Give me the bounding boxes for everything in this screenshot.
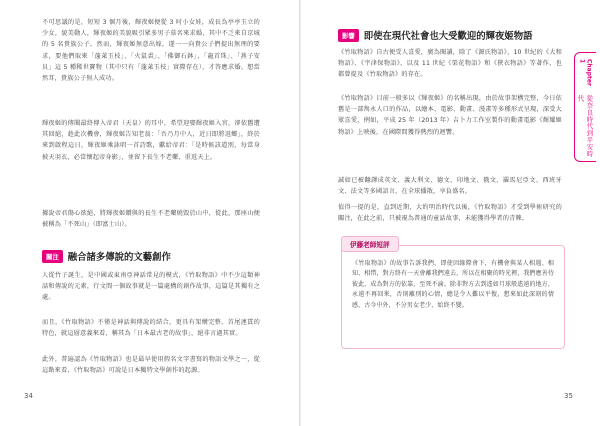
page-number: 34 bbox=[24, 392, 33, 400]
page-number: 35 bbox=[564, 392, 573, 400]
section-title: 融合諸多傳說的文藝創作 bbox=[67, 252, 171, 263]
paragraph: 不可思議的是，短短 3 個月後，輝夜姬便從 3 吋小女娃，成長為亭亭玉立的少女，貌美動人，輝夜姬的美貌吸引眾多男子慕名來求婚，其中不乏來自京城的 5 名貴族公子。然而，輝夜姬無意出嫁，遂一一向貴公子們提出無理的要求，要他們取來「蓬萊玉枝」、「火鼠裘」、「佛御石鉢」、「龍首珠」、「燕子安貝」這 5 種稀世寶物（其中只有「蓬萊玉枝」實際存在），才答應求婚。想當然耳，貴族公子無人成功。 bbox=[42, 19, 260, 83]
paragraph: 《竹取物語》自古便受人喜愛，廣為閱讀，除了《源氏物語》，10 世紀的《大和物語》、《宇津保物語》，以及 11 世紀《榮花物語》和《狹衣物語》等著作，也都曾提及《竹取物語》的存在。 bbox=[338, 49, 562, 79]
paragraph: 值得一提的是，直到近期，大約明治時代以後，《竹取物語》才受到學術研究的關注，在此之前，只被視為普通的童話故事，未能獲得學者的青睞。 bbox=[338, 204, 562, 223]
teacher-comment-label: 伊藤老師短評 bbox=[341, 236, 399, 252]
paragraph: 輝夜姬的傳聞最終傳入帝君（天皇）的耳中，希望迎娶輝夜姬入宮，卻依舊遭其回絕，趁此次機會，輝夜姬告知老翁：「吾乃月中人，近日即將返鄉」，終於來到啟程這日，輝夜姬乘詠唱一首詩歌，獻給帝君：「是時候該道別，每當身披天羽衣，必當懷起帝身影」，並留下長生不老藥，重返天上。 bbox=[42, 120, 260, 161]
section-tag: 影響 bbox=[338, 29, 359, 42]
section-heading bbox=[42, 249, 171, 263]
paragraph: 據說帝君傷心欲絕，將輝夜姬贈與的長生不老藥燒毀於山中，從此，那座山便被稱為「不死山」（即富士山）。 bbox=[42, 210, 260, 229]
chapter-label: Chapter 1 bbox=[578, 59, 593, 86]
chapter-side-tab bbox=[574, 52, 596, 162]
paragraph: 人從竹子誕生，是中國或東南亞神話常見的模式，《竹取物語》中不少這類神話和傳說的元素，行文間一個故事就是一篇處構的創作故事，這篇是其獨有之處。 bbox=[42, 272, 260, 302]
paragraph: 而且，《竹取物語》不僅是神話與傳說的結合，更具有架構完整、首尾連貫的特色，就這層意義來看，稱其為「日本最古老的故事」，絕非言過其實。 bbox=[42, 319, 260, 338]
paragraph: 《竹取物語》目前一般多以《輝夜姬》的名稱出現，由於故事架構完整，今日依舊是一部雋永人口的作品，以繪本、電影、動畫、漫畫等多種形式呈現，深受大眾喜愛，例如，平成 25 年（2013 年）吉卜力工作室製作的動畫電影《輝耀姬物語》上映後，在國際間獲得熱烈的迴響。 bbox=[338, 95, 562, 136]
right-page bbox=[300, 0, 600, 426]
section-tag: 關注 bbox=[42, 250, 63, 263]
section-heading bbox=[338, 28, 533, 42]
section-title: 即使在現代社會也大受歡迎的輝夜姬物語 bbox=[363, 31, 533, 42]
teacher-comment-text: 《竹取物語》的故事告訴我們，即使因緣際會下，有機會與某人相遇、相知、相惜，對方終有一天會離我們遠去，所以在相聚的時光裡，我們應善待彼此，成為對方的依靠，至死不渝。除非對方去到遙如月球般遙遠的地方，永遠不再回來，否則離別的心情，總是令人難以平復，想來如此深刻的情感，古今中外，不分男女老少，始終不變。 bbox=[352, 260, 554, 309]
chapter-title: 從奈良時代到平安時代 bbox=[576, 94, 594, 157]
paragraph: 誠如已被翻譯成英文、義大利文、德文、印地文、俄文、羅馬尼亞文、西班牙文、法文等多國語言，在全球播散，享負盛名。 bbox=[338, 177, 562, 196]
paragraph: 此外，普遍認為《竹取物語》也是最早使用假名文字書寫的物語文學之一，從這點來看，《竹取物語》可說是日本獨特文學創作的起源。 bbox=[42, 356, 260, 375]
teacher-comment-box bbox=[341, 241, 565, 349]
